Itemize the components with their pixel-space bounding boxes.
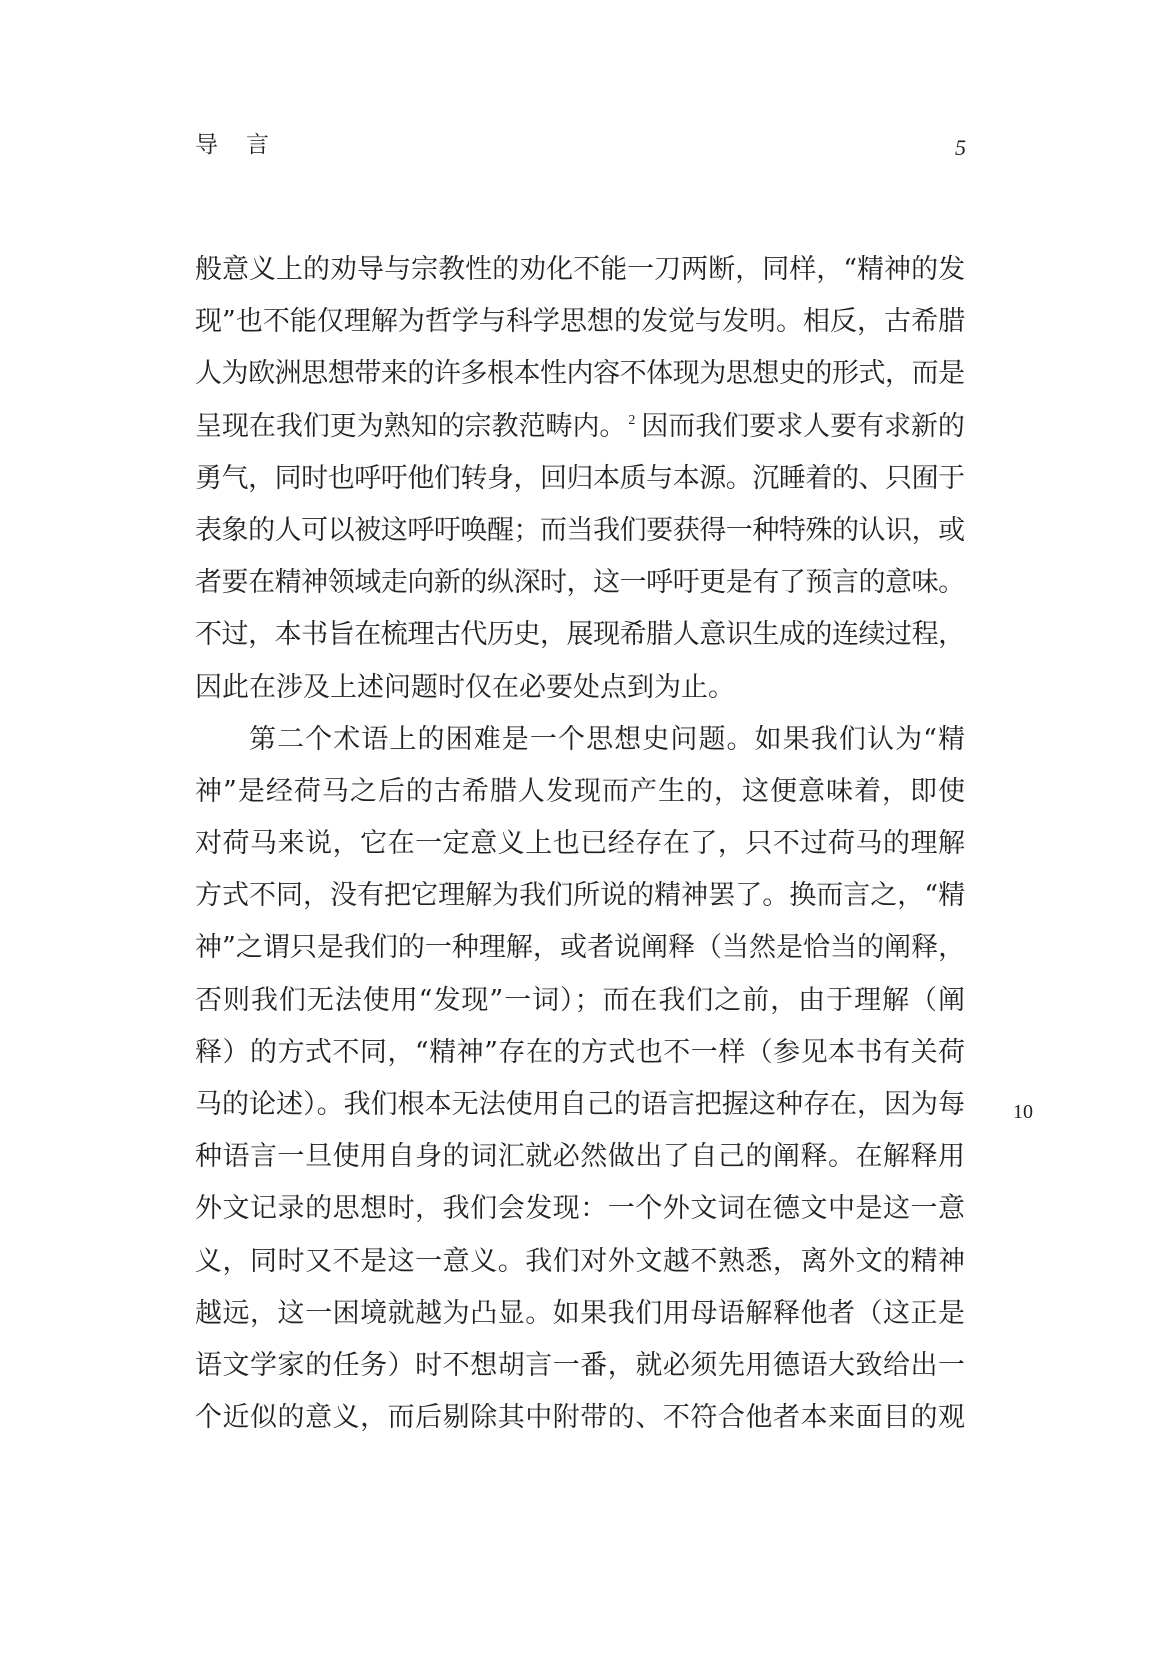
text-line bbox=[195, 662, 995, 714]
text-line bbox=[195, 505, 995, 557]
line-text: 个近似的意义，而后剔除其中附带的、不符合他者本来面目的观 bbox=[195, 1402, 966, 1434]
line-text: 因此在涉及上述问题时仅在必要处点到为止。 bbox=[195, 671, 735, 703]
text-line bbox=[195, 609, 995, 661]
line-text: 义，同时又不是这一意义。我们对外文越不熟悉，离外文的精神 bbox=[195, 1245, 966, 1277]
text-line bbox=[195, 1131, 995, 1183]
text-line bbox=[195, 1392, 995, 1444]
line-text: 般意义上的劝导与宗教性的劝化不能一刀两断，同样，“精神的发 bbox=[195, 254, 966, 285]
line-text: 勇气，同时也呼吁他们转身，回归本质与本源。沉睡着的、只囿于 bbox=[195, 462, 965, 494]
line-text: 不过，本书旨在梳理古代历史，展现希腊人意识生成的连续过程， bbox=[195, 619, 965, 651]
line-text: 呈现在我们更为熟知的宗教范畴内。 bbox=[195, 410, 627, 442]
footnote-marker[interactable]: 2 bbox=[628, 412, 636, 428]
line-text: 种语言一旦使用自身的词汇就必然做出了自己的阐释。在解释用 bbox=[195, 1141, 966, 1173]
line-text: 语文学家的任务）时不想胡言一番，就必须先用德语大致给出一 bbox=[195, 1349, 966, 1381]
text-line bbox=[195, 975, 995, 1027]
line-text: 否则我们无法使用“发现”一词）；而在我们之前，由于理解（阐 bbox=[195, 984, 966, 1016]
line-text: 神”之谓只是我们的一种理解，或者说阐释（当然是恰当的阐释， bbox=[195, 932, 966, 964]
line-text: 越远，这一困境就越为凸显。如果我们用母语解释他者（这正是 bbox=[195, 1297, 966, 1329]
text-line bbox=[195, 401, 995, 453]
page-number: 5 bbox=[955, 135, 966, 160]
text-line bbox=[195, 1288, 995, 1340]
text-line bbox=[195, 1183, 995, 1235]
line-text: 神”是经荷马之后的古希腊人发现而产生的，这便意味着，即使 bbox=[195, 775, 967, 807]
line-text: 方式不同，没有把它理解为我们所说的精神罢了。换而言之，“精 bbox=[195, 880, 966, 912]
text-line bbox=[195, 1340, 995, 1392]
line-text: 释）的方式不同，“精神”存在的方式也不一样（参见本书有关荷 bbox=[195, 1036, 966, 1068]
text-line bbox=[195, 766, 995, 818]
line-text: 对荷马来说，它在一定意义上也已经存在了，只不过荷马的理解 bbox=[195, 828, 966, 860]
text-line bbox=[195, 1027, 995, 1079]
text-line bbox=[195, 818, 995, 870]
running-head-title: 导言 bbox=[195, 132, 297, 158]
text-line bbox=[195, 922, 995, 974]
line-text: 者要在精神领域走向新的纵深时，这一呼吁更是有了预言的意味。 bbox=[195, 567, 965, 599]
line-text: 第二个术语上的困难是一个思想史问题。如果我们认为“精 bbox=[249, 723, 967, 755]
margin-line-number: 10 bbox=[1013, 1101, 1033, 1123]
text-line bbox=[195, 1079, 995, 1131]
line-text: 马的论述）。我们根本无法使用自己的语言把握这种存在，因为每 bbox=[195, 1089, 966, 1120]
line-text-continued: 因而我们要求人要有求新的 bbox=[641, 410, 965, 442]
line-text: 人为欧洲思想带来的许多根本性内容不体现为思想史的形式，而是 bbox=[195, 358, 965, 390]
line-text: 外文记录的思想时，我们会发现：一个外文词在德文中是这一意 bbox=[195, 1193, 966, 1225]
line-text: 表象的人可以被这呼吁唤醒；而当我们要获得一种特殊的认识，或 bbox=[195, 514, 965, 546]
text-line bbox=[195, 870, 995, 922]
text-line bbox=[195, 244, 995, 296]
paragraph-first-line bbox=[195, 714, 995, 766]
body-text bbox=[195, 244, 995, 1444]
text-line bbox=[195, 557, 995, 609]
text-line bbox=[195, 296, 995, 348]
text-line bbox=[195, 348, 995, 400]
text-line bbox=[195, 1236, 995, 1288]
line-text-with-note bbox=[195, 401, 965, 453]
text-line bbox=[195, 453, 995, 505]
line-text: 现”也不能仅理解为哲学与科学思想的发觉与发明。相反，古希腊 bbox=[195, 306, 966, 338]
